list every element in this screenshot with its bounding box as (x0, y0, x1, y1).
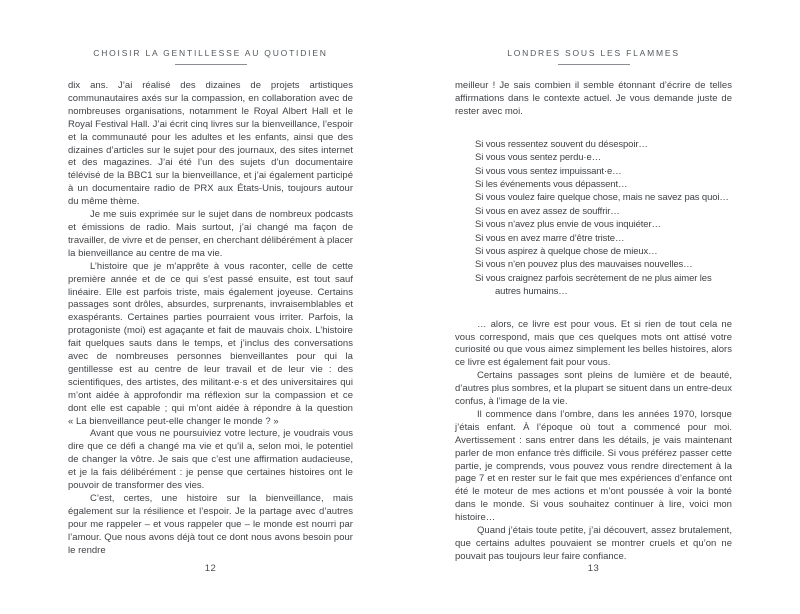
paragraph: dix ans. J’ai réalisé des dizaines de projets artistiques communautaires axés sur la compassion, en collaboration avec de nombreuses organisations, notamment le Royal Albert Hall et le Royal Festival Hall. J’ai écrit cinq livres sur la bienveillance, l’espoir et la communauté pour les adultes et les enfants, ainsi que des dizaines d’articles sur le sujet pour des journaux, des sites internet et des magazines. J’ai été l’un des sujets d’un documentaire télévisé de la BBC1 sur la bienveillance, et j’ai également participé à un documentaire radio de PRX aux États-Unis, toujours autour du même thème. (68, 80, 353, 208)
right-page-column (455, 0, 732, 614)
paragraph: L’histoire que je m’apprête à vous raconter, celle de cette première année et de ce qui s’est passé ensuite, est tout sauf linéaire. Elle est parfois triste, mais également joyeuse. Certains passages sont drôles, absurdes, surprenants, invraisemblables et exaspérants. Certaines parties pourraient vous irriter. Parfois, la protagoniste (moi) est agaçante et fait de mauvais choix. L’histoire fait quelques sauts dans le temps, et j’inclus des conversations avec de nombreuses personnes bienveillantes pour qui la gentillesse est au centre de leur travail et de leur vie : des scientifiques, des artistes, des militant·e·s et des universitaires qui m’ont aidée à approfondir ma réflexion sur la compassion et ce dont elle est capable ; qui m’ont aidée à répondre à la question « La bienveillance peut-elle changer le monde ? » (68, 260, 353, 427)
right-page (400, 0, 800, 614)
list-item: Si les événements vous dépassent… (475, 178, 628, 190)
paragraph: C’est, certes, une histoire sur la bienveillance, mais également sur la résilience et l’espoir. Je la partage avec d’autres pour me rappeler – et vous rappeler que – le monde est nourri par l’amour. Que nous avons déjà tout ce dont nous avons besoin pour le rendre (68, 493, 353, 556)
list-item: Si vous ressentez souvent du désespoir… (475, 138, 648, 150)
list-item: Si vous aspirez à quelque chose de mieux… (475, 245, 658, 257)
right-page-number: 13 (587, 563, 600, 574)
list-item: Si vous vous sentez impuissant·e… (475, 165, 622, 177)
list-item: Si vous craignez parfois secrètement de ne plus aimer les autres humains… (475, 272, 712, 297)
right-running-head-rule (558, 64, 630, 65)
paragraph: meilleur ! Je sais combien il semble étonnant d’écrire de telles affirmations dans le contexte actuel. Je vous demande juste de rester avec moi. (455, 80, 732, 117)
list-item: Si vous n’avez plus envie de vous inquiéter… (475, 219, 661, 231)
paragraph: Quand j’étais toute petite, j’ai découvert, assez brutalement, que certains adultes pouvaient se montrer cruels et qu’on ne pouvait pas toujours leur faire confiance. (455, 525, 732, 562)
paragraph: Il commence dans l’ombre, dans les années 1970, lorsque j’étais enfant. À l’époque où tout a commencé pour moi. Avertissement : sans entrer dans les détails, je vais maintenant parler de mon enfance très difficile. Si vous préférez passer cette partie, je comprends, vous pouvez vous rendre directement à la page 7 et en rester sur le fait que mes expériences d’enfance ont été le moteur de mes actions et m’ont poussée à voir la bonté dans le monde. Si vous souhaitez continuer à lire, voici mon histoire… (455, 408, 732, 524)
list-item: Si vous voulez faire quelque chose, mais ne savez pas quoi… (475, 192, 729, 204)
paragraph: … alors, ce livre est pour vous. Et si rien de tout cela ne vous correspond, mais que ces quelques mots ont attisé votre curiosité ou que vous aimez simplement les belles histoires, alors ce livre est également fait pour vous. (455, 318, 732, 369)
left-page-column (68, 0, 353, 614)
paragraph: Je me suis exprimée sur le sujet dans de nombreux podcasts et émissions de radio. Mais surtout, j’ai changé ma façon de travailler, de vivre et de penser, en cherchant délibérément à placer la bienveillance au centre de ma vie. (68, 209, 353, 259)
right-running-head-title: LONDRES SOUS LES FLAMMES (507, 48, 680, 58)
si-vous-list (475, 139, 732, 299)
right-opening-paragraphs (455, 80, 732, 119)
left-text-block (68, 80, 353, 558)
right-running-head (455, 48, 732, 65)
right-closing-paragraphs (455, 319, 732, 564)
right-text-block (455, 80, 732, 564)
paragraph: Certains passages sont pleins de lumière et de beauté, d’autres plus sombres, et la plupart se situent dans un entre-deux confus, à l’image de la vie. (455, 370, 732, 408)
left-running-head-title: CHOISIR LA GENTILLESSE AU QUOTIDIEN (93, 48, 328, 58)
left-running-head (68, 48, 353, 65)
left-page-number: 12 (204, 563, 217, 574)
list-item: Si vous n’en pouvez plus des mauvaises nouvelles… (475, 259, 693, 271)
list-item: Si vous en avez assez de souffrir… (475, 205, 620, 217)
paragraph: Avant que vous ne poursuiviez votre lecture, je voudrais vous dire que ce défi a changé ma vie et qu’il a, selon moi, le potentiel de changer la vôtre. Je sais que c’est une affirmation audacieuse, et je la fais délibérément : je pense que certaines histoires ont le pouvoir de transformer des vies. (68, 428, 353, 492)
left-running-head-rule (175, 64, 247, 65)
list-item: Si vous vous sentez perdu·e… (475, 152, 602, 164)
list-item: Si vous en avez marre d’être triste… (475, 232, 625, 244)
